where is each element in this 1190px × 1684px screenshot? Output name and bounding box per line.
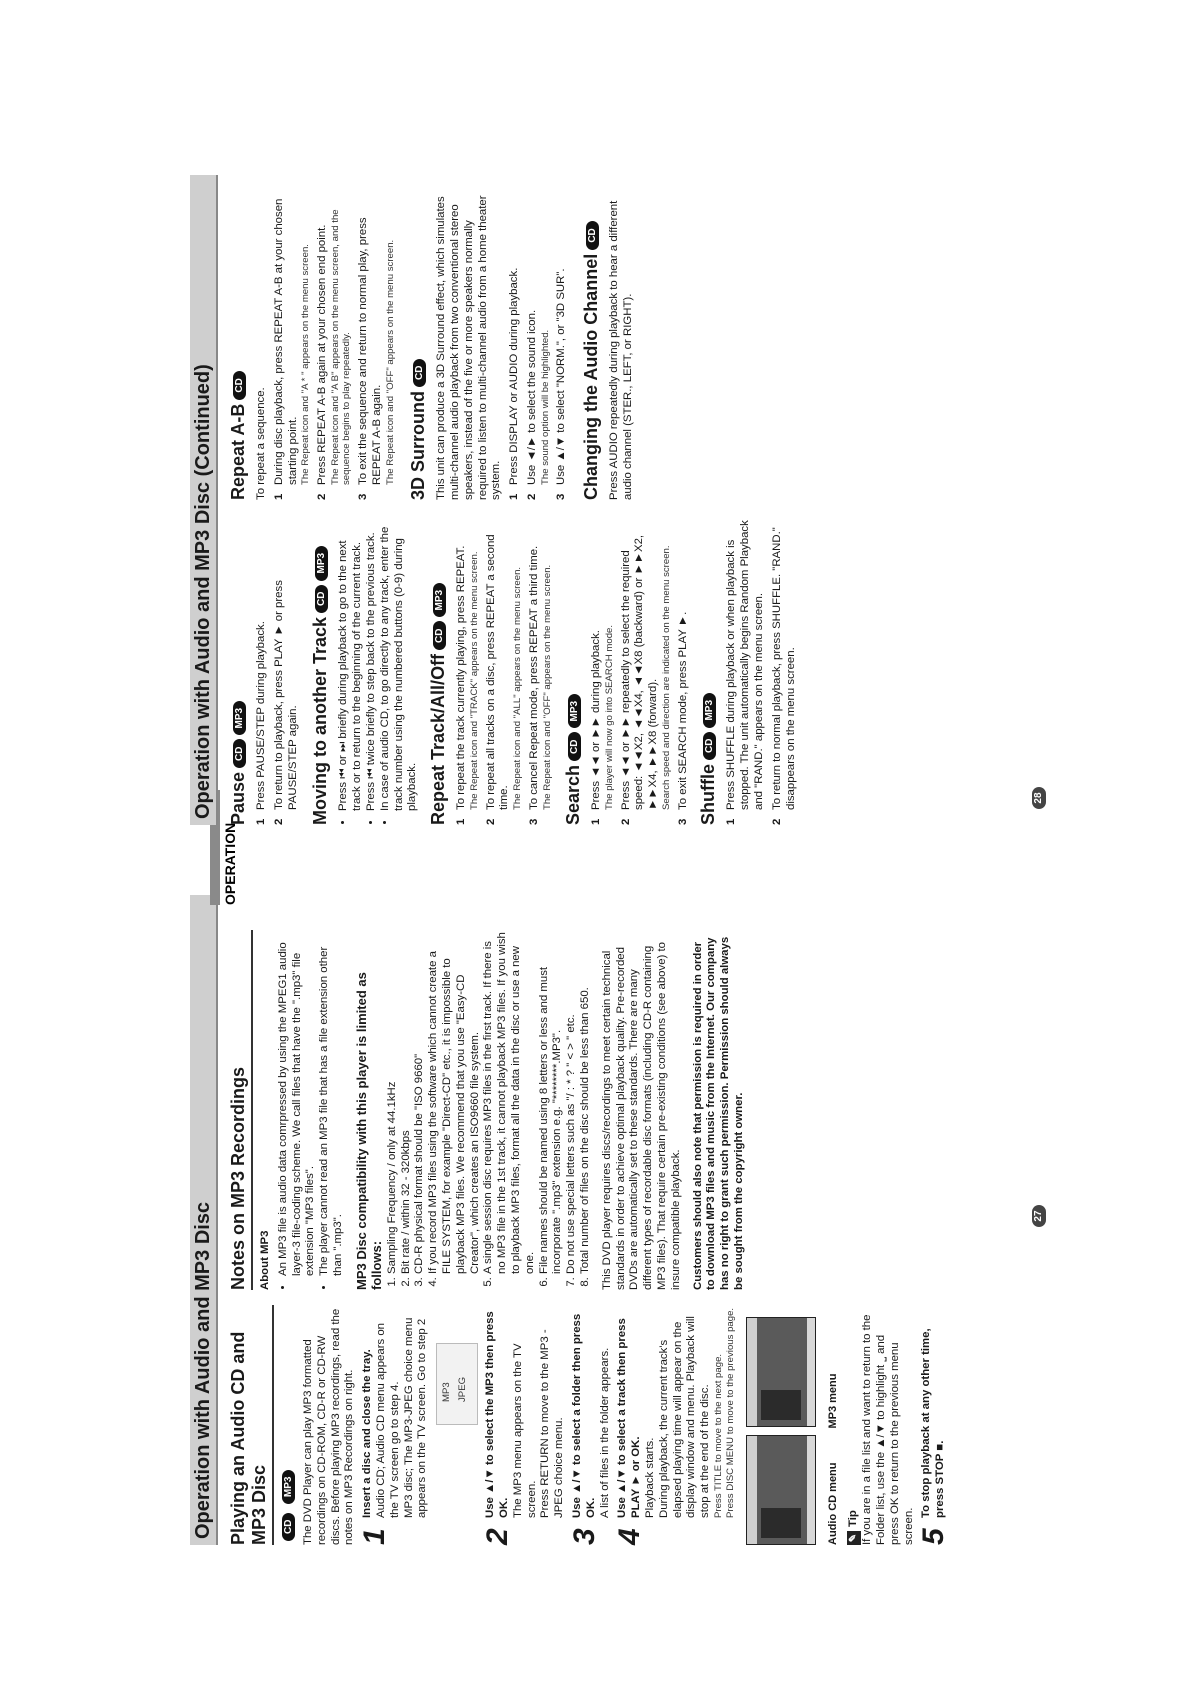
notes-section: Notes on MP3 Recordings About MP3 • An MP3 file is audio data comrpressed by using the MPEG1 audio layer-3 file-coding scheme. We call files that have the ".mp3" file extension "MP3 files". • The player cannot read an MP3 file that has a file extension other than ".mp3". MP3 Disc compatibility with this player is limited as follows: 1. Sampling Frequency / only at 44.1kHz 2. Bit rate / within 32 - 320kbps 3. CD-R physical format should be "ISO 9660" 4. If you record MP3 files using the software which cannot create a FILE SYSTEM, for example "Direct-CD" etc., it is impossible to playback MP3 files. We recommend that you use "Easy-CD Creator", which creates an ISO9660 file system. 5. A single session disc requires MP3 files in the first track. If there is no MP3 file in the 1st track, it cannot playback MP3 files. If you wish to playback MP3 files, format all the data in the disc or use a new one. 6. File names should be named using 8 letters or less and must incorporate ".mp3" extension e.g. "********.MP3". 7. Do not use special letters such as "/ : * ? " < > " etc. 8. Total number of files on the disc should be less than 650. This DVD player requires discs/recordings to meet certain technical standards in order to achieve optimal playback quality. Pre-recorded DVDs are automatically set to these standards. There are many different types of recordable disc formats (including CD-R containing MP3 files). That require certain pre-existing conditions (see above) to insure compatible playback. Customers should also note that permission is required in order to download MP3 files and music from the Internet. Our company has no right to grant such permission. Permission should always be sought from the copyright owner. (226, 930, 747, 1290)
menu-screenshots (740, 1305, 841, 1545)
mp3-menu-caption: MP3 menu (827, 1373, 840, 1429)
audio-cd-menu-caption: Audio CD menu (827, 1462, 840, 1545)
moving-list: • Press ⏮ or ⏭ briefly during playback to go to the next track or to return to the beginning of the current track. • Press ⏮ twice briefly to step back to the previous track. • In case of audio CD, to go directly to any track, enter the track number using the numbered buttons (0-9) during playback. (337, 520, 420, 825)
about-mp3-list: • An MP3 file is audio data comrpressed by using the MPEG1 audio layer-3 file-coding scheme. We call files that have the ".mp3" file extension "MP3 files". • The player cannot read an MP3 file that has a file extension other than ".mp3". (277, 930, 346, 1290)
step-3: 3 Use ▲/▼ to select a folder then press OK. A list of files in the folder appears. (567, 1313, 611, 1545)
page-header: Operation with Audio and MP3 Disc (Continued) (190, 175, 218, 825)
right-column: Repeat A-BCD To repeat a sequence. 1 During disc playback, press REPEAT A-B at your chosen starting point. The Repeat icon and "A * " appears on the menu screen. 2 Press REPEAT A-B again at your chosen end point. The Repeat icon and "A B" appears on the menu screen, and the sequence begins to play repeatedly. 3 To exit the sequence and return to normal play, press REPEAT A-B again. The Repeat icon and "OFF" appears on the menu screen. 3D SurroundCD This unit can produce a 3D Surround effect, which simulates multi-channel audio playback from two conventional stereo speakers, instead of the five or more speakers normally required to listen to multi-channel audio from a home theater system. 1 Press DISPLAY or AUDIO during playback. 2 Use ◄/► to select the sound icon. The sound option will be highlighted. 3 Use ▲/▼ to select "NORM.", or "3D SUR". Changing the Audio ChannelCD Press AUDIO repeatedly during playback to hear a different audio channel (STER., LEFT, or RIGHT). (226, 180, 636, 500)
shuffle-title: ShuffleCDMP3 (698, 520, 719, 825)
format-badges (280, 1305, 298, 1545)
step-2: 2 Use ▲/▼ to select the MP3 then press OK. The MP3 menu appears on the TV screen. Press RETURN to move to the MP3 -JPEG choice menu. (481, 1311, 566, 1545)
page-number: 27 (1032, 1205, 1046, 1227)
moving-title: Moving to another TrackCDMP3 (310, 520, 331, 825)
section-title: Playing an Audio CD and MP3 Disc (228, 1305, 274, 1545)
step-1: 1 Insert a disc and close the tray. Audio CD; Audio CD menu appears on the TV screen go to step 4. MP3 disc; The MP3-JPEG choice menu appears on the TV screen. Go to step 2 (358, 1317, 429, 1545)
audio-channel-title: Changing the Audio ChannelCD (581, 180, 602, 500)
tip-box: ✎Tip If you are in a file list and want to return to the Folder list, use the ▲/▼ to highlight ⎵ and press OK to return to the previous menu screen. (847, 1314, 915, 1545)
rotated-manual-spread (190, 175, 1050, 1545)
playing-section (226, 1305, 952, 1545)
operation-tab: OPERATION (210, 790, 238, 905)
repeat-track-title: Repeat Track/All/OffCDMP3 (428, 520, 449, 825)
step-5: 5 To stop playback at any other time, press STOP ■. (917, 1328, 951, 1545)
audio-cd-menu-screen (746, 1435, 816, 1545)
notes-title: Notes on MP3 Recordings (228, 930, 253, 1290)
permission-warning: Customers should also note that permission is required in order to download MP3 files and music from the Internet. Our company has no right to grant such permission. Permission should always be sought from the copyright owner. (691, 936, 745, 1290)
pause-title: PauseCDMP3 (228, 520, 249, 825)
left-column: PauseCDMP3 1 Press PAUSE/STEP during playback. 2 To return to playback, press PLAY ► or press PAUSE/STEP again. Moving to another TrackCDMP3 • Press ⏮ or ⏭ briefly during playback to go to the next track or to return to the beginning of the current track. • Press ⏮ twice briefly to step back to the previous track. • In case of audio CD, to go directly to any track, enter the track number using the numbered buttons (0-9) during playback. Repeat Track/All/OffCDMP3 1 To repeat the track currently playing, press REPEAT. The Repeat icon and "TRACK" appears on the menu screen. 2 To repeat all tracks on a disc, press REPEAT a second time. The Repeat icon and "ALL" appears on the menu screen. 3 To cancel Repeat mode, press REPEAT a third time. The Repeat icon and "OFF" appears on the menu screen. SearchCDMP3 1 Press ◄◄ or ►► during playback. The player will now go into SEARCH mode. 2 Press ◄◄ or ►► repeatedly to select the required speed: ◄◄X2, ◄◄X4, ◄◄X8 (backward) or ►►X2, ►►X4, ►►X8 (forward). Search speed and direction are indicated on the menu screen. 3 To exit SEARCH mode, press PLAY ►. ShuffleCDMP3 1 Press SHUFFLE during playback or when playback is stopped. The unit automatically begins Random Playback and "RAND." appears on the menu screen. 2 To return to normal playback, press SHUFFLE. "RAND." disappears on the menu screen. (226, 520, 802, 825)
page-28 (190, 175, 1050, 825)
tip-icon: ✎ (847, 1531, 861, 1545)
standards-para: This DVD player requires discs/recordings to meet certain technical standards in order to achieve optimal playback quality. Pre-recorded DVDs are automatically set to these standards. There are many different types of recordable disc formats (including CD-R containing MP3 files). That require certain pre-existing conditions (see above) to insure compatible playback. (600, 941, 682, 1290)
step-4: 4 Use ▲/▼ to select a track then press PLAY ► or OK. Playback starts. During playback, the current track's elapsed playing time will appear on the display window and menu. Playback will stop at the end of the disc. Press TITLE to move to the next page. Press DISC MENU to move to the previous page. (613, 1307, 736, 1545)
page-number: 28 (1032, 787, 1046, 809)
search-title: SearchCDMP3 (563, 520, 584, 825)
mp3-menu-screen (746, 1317, 816, 1427)
mp3-badge: MP3 (282, 1470, 295, 1505)
page-27 (190, 895, 1050, 1545)
mp3-jpeg-choice-screen: MP3 JPEG (436, 1343, 478, 1425)
page-header: Operation with Audio and MP3 Disc (190, 895, 218, 1545)
cd-badge: CD (282, 1513, 295, 1541)
surround-title: 3D SurroundCD (408, 180, 429, 500)
compat-list: 1. Sampling Frequency / only at 44.1kHz 2. Bit rate / within 32 - 320kbps 3. CD-R physical format should be "ISO 9660" 4. If you record MP3 files using the software which cannot create a FILE SYSTEM, for example "Direct-CD" etc., it is impossible to playback MP3 files. We recommend that you use "Easy-CD Creator", which creates an ISO9660 file system. 5. A single session disc requires MP3 files in the first track. If there is no MP3 file in the 1st track, it cannot playback MP3 files. If you wish to playback MP3 files, format all the data in the disc or use a new one. 6. File names should be named using 8 letters or less and must incorporate ".mp3" extension e.g. "********.MP3". 7. Do not use special letters such as "/ : * ? " < > " etc. 8. Total number of files on the disc should be less than 650. (386, 930, 593, 1290)
intro-text: The DVD Player can play MP3 formatted recordings on CD-ROM, CD-R or CD-RW discs. Before playing MP3 recordings, read the notes on MP3 Recordings on right. (302, 1308, 356, 1545)
repeat-ab-title: Repeat A-BCD (228, 180, 249, 500)
